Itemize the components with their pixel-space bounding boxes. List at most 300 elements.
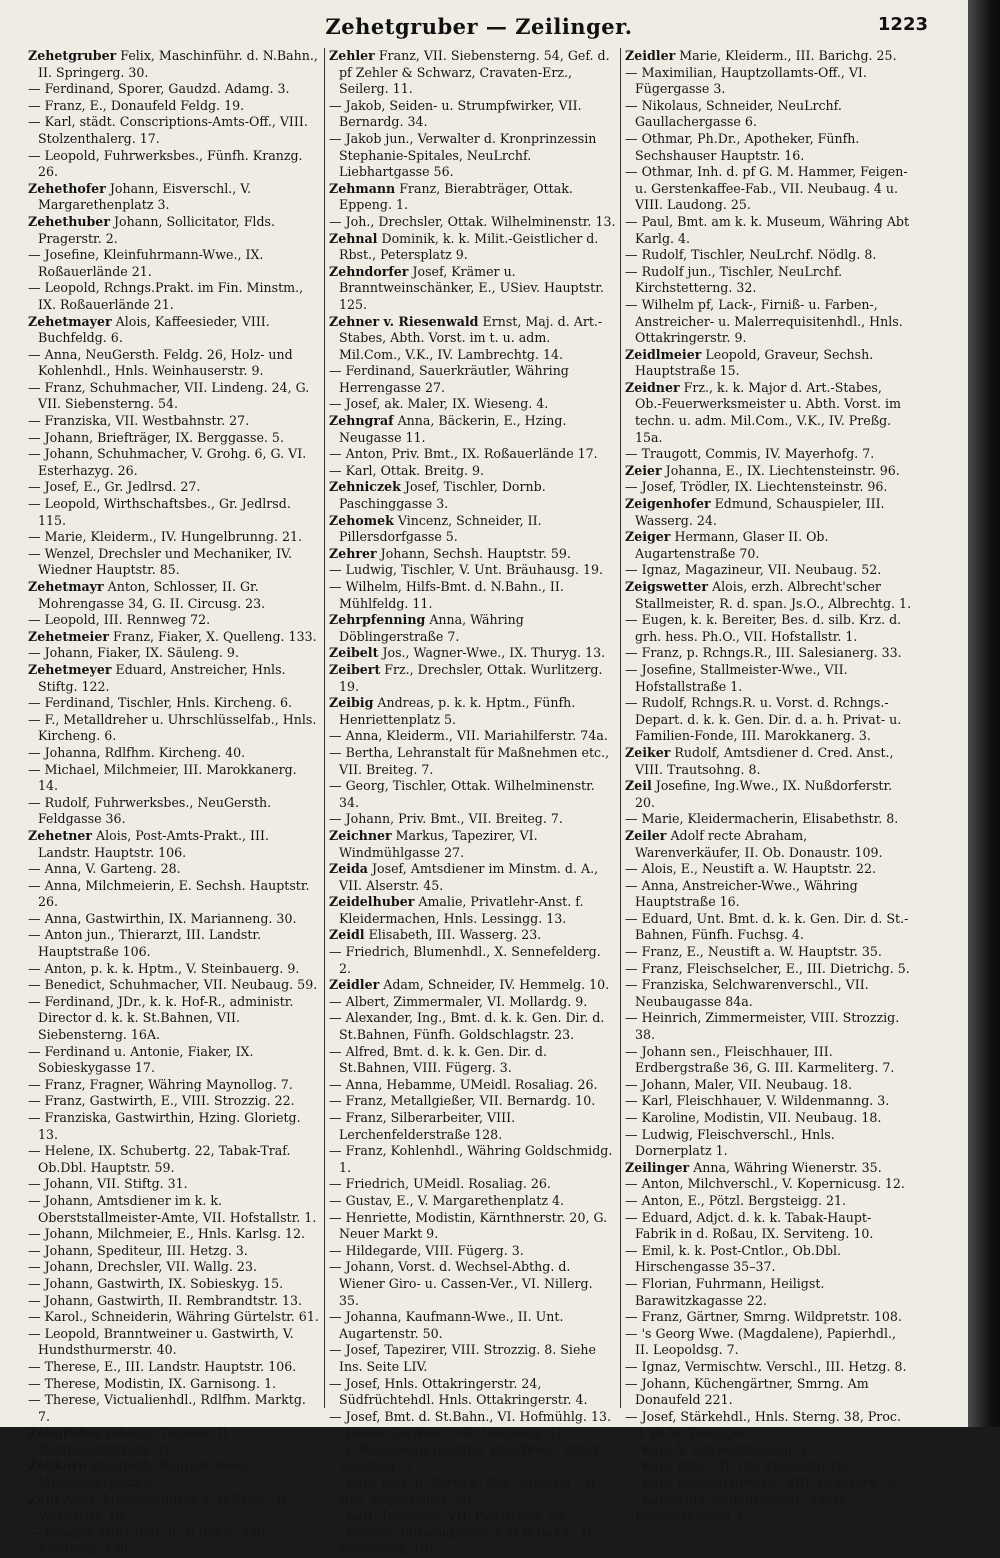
directory-entry — [28, 446, 320, 479]
entry-details: — Anton, Milchverschl., V. Kopernicusg. 12. — [625, 1176, 905, 1192]
directory-entry — [28, 479, 320, 496]
entry-details: — Leopold, Fuhrwerksbes., Fünfh. Kranzg. 26. — [28, 147, 303, 180]
directory-entry — [28, 1259, 320, 1276]
book-gutter-shadow — [968, 0, 1000, 1427]
entry-details: — Emil, k. k. Post-Cntlor., Ob.Dbl. Hirschengasse 35–37. — [625, 1242, 842, 1275]
entry-details: — Gustav, E., V. Margarethenplatz 4. — [329, 1192, 565, 1208]
page-title: Zehetgruber — Zeilinger. — [325, 14, 633, 39]
entry-details: Elisabeth, Regrs.R.Wwe., Mrichaelerplatz 6. — [38, 1458, 254, 1491]
entry-details: — Traugott, Commis, IV. Mayerhofg. 7. — [625, 446, 875, 462]
directory-entry — [28, 430, 320, 447]
page-header — [30, 14, 928, 44]
directory-entry — [28, 695, 320, 712]
page-number: 1223 — [877, 14, 928, 35]
entry-surname: Zeibert — [329, 661, 381, 677]
directory-entry — [329, 1309, 616, 1342]
entry-surname: Zehl — [28, 1491, 60, 1507]
directory-entry — [329, 944, 616, 977]
directory-entry — [329, 994, 616, 1011]
directory-entry — [625, 1077, 912, 1094]
entry-surname: Zeil — [625, 778, 652, 794]
entry-details: Marie, Kleiderm., III. Barichg. 25. — [679, 48, 897, 63]
entry-details: Adam, Schneider, IV. Hemmelg. 10. — [383, 977, 610, 993]
directory-entry — [329, 828, 616, 861]
entry-details: — Ferdinand, Sporer, Gaudzd. Adamg. 3. — [28, 81, 290, 97]
directory-entry — [625, 695, 912, 745]
directory-entry — [28, 745, 320, 762]
directory-entry — [625, 1010, 912, 1043]
entry-details: — Ferdinand, JDr., k. k. Hof-R., administr. Director d. k. k. St.Bahnen, VII. Siebensterng. 16A. — [28, 993, 294, 1043]
entry-surname: Zehetmayer — [28, 313, 112, 329]
entry-details: — Karol., Schneiderin, Währing Gürtelstr. 61. — [28, 1309, 319, 1325]
directory-entry — [329, 612, 616, 645]
directory-entry — [329, 1093, 616, 1110]
entry-details: Dominik, k. k. Milit.-Geistlicher d. Rbst., Petersplatz 9. — [339, 230, 599, 263]
entry-surname: Zehetgruber — [28, 48, 117, 63]
directory-entry — [625, 1160, 912, 1177]
entry-details: — Anna, V. Garteng. 28. — [28, 861, 181, 877]
directory-entry — [625, 463, 912, 480]
directory-entry — [329, 927, 616, 944]
directory-entry — [625, 944, 912, 961]
entry-details: — Karl, Postamts-Prakt., VIII. Ledererg. 5. — [625, 1475, 897, 1491]
entry-details: Frz., Drechsler, Ottak. Wurlitzerg. 19. — [339, 661, 603, 694]
directory-entry — [28, 380, 320, 413]
directory-entry — [625, 1475, 912, 1492]
entry-details: — Ludwig, Tischler, V. Unt. Bräuhausg. 19. — [329, 562, 604, 578]
entry-details: — Leopold, Wirthschaftsbes., Gr. Jedlrsd. 115. — [28, 496, 291, 528]
entry-details: Josefine, Ing.Wwe., IX. Nußdorferstr. 20. — [635, 778, 893, 810]
directory-entry — [329, 413, 616, 446]
entry-details: — Jakob jun., Verwalter d. Kronprinzessin Stephanie-Spitales, NeuLrchf. Liebhartgasse 56. — [329, 130, 597, 180]
entry-details: — Rudolf, Fuhrwerksbes., NeuGersth. Feldgasse 36. — [28, 794, 272, 827]
entry-details: — Karl, städt. Conscriptions-Amts-Off., VIII. Stolzenthalerg. 17. — [28, 114, 308, 146]
directory-entry — [329, 1143, 616, 1176]
entry-details: Alois, erzh. Albrecht'scher Stallmeister, R. d. span. Js.O., Albrechtg. 1. — [635, 579, 912, 611]
directory-entry — [329, 1376, 616, 1409]
directory-entry — [625, 446, 912, 463]
entry-details: — Henriette, Modistin, Kärnthnerstr. 20, G. Neuer Markt 9. — [329, 1209, 608, 1242]
entry-details: — Franz, Schuhmacher, VII. Lindeng. 24, G. VII. Siebensterng. 54. — [28, 379, 310, 412]
entry-details: — Johanna, Rdlfhm. Kircheng. 40. — [28, 744, 246, 760]
directory-entry — [329, 463, 616, 480]
directory-entry — [329, 977, 616, 994]
entry-details: — Nikolaus, Schneider, NeuLrchf. Gaullachergasse 6. — [625, 97, 842, 130]
directory-entry — [329, 1010, 616, 1043]
entry-surname: Zehmann — [329, 180, 396, 196]
directory-entry — [28, 1143, 320, 1176]
directory-entry — [625, 977, 912, 1010]
directory-entry — [625, 861, 912, 878]
directory-entry — [28, 1492, 320, 1525]
directory-entry — [28, 1044, 320, 1077]
directory-entry — [28, 148, 320, 181]
directory-entry — [28, 1376, 320, 1393]
entry-surname: Zehetmeier — [28, 628, 109, 644]
directory-entry — [329, 264, 616, 314]
directory-entry — [625, 612, 912, 645]
entry-surname: Zehethofer — [28, 180, 106, 196]
entry-details: — Karl, Tapezirer, VII. Piaristeng. 23. — [329, 1508, 569, 1524]
entry-details: — Josef, Stärkehdl., Hnls. Sterng. 38, Proc. d. pf M. Zeilinger. — [625, 1408, 901, 1441]
entry-details: — Albert, Zimmermaler, VI. Mollardg. 9. — [329, 993, 588, 1009]
directory-entry — [28, 98, 320, 115]
directory-entry — [28, 712, 320, 745]
entry-details: — Ferdinand, Tischler, Hnls. Kircheng. 6. — [28, 695, 293, 711]
entry-details: — Jakob, Seiden- u. Strumpfwirker, VII. Bernardg. 34. — [329, 97, 582, 130]
directory-entry — [625, 1359, 912, 1376]
directory-entry — [28, 114, 320, 147]
entry-details: — Franz, E., Neustift a. W. Hauptstr. 35. — [625, 944, 882, 960]
directory-entry — [329, 695, 616, 728]
entry-details: — Franz, Fleischselcher, E., III. Dietrichg. 5. — [625, 960, 910, 976]
directory-entry — [625, 562, 912, 579]
entry-details: — Johann, Maler, VII. Neubaug. 18. — [625, 1076, 853, 1092]
directory-entry — [28, 247, 320, 280]
directory-columns — [28, 48, 918, 1557]
entry-details: — Franz, Metallgießer, VII. Bernardg. 10. — [329, 1093, 596, 1109]
entry-details: — Anna, Anstreicher-Wwe., Währing Hauptstraße 16. — [625, 877, 858, 910]
directory-entry — [329, 1425, 616, 1442]
entry-surname: Zehrpfenning — [329, 612, 426, 628]
directory-entry — [329, 1193, 616, 1210]
directory-entry — [625, 1210, 912, 1243]
directory-entry — [625, 1458, 912, 1475]
entry-details: — Anton, Priv. Bmt., IX. Roßauerlände 17. — [329, 446, 598, 462]
entry-details: — Anton, p. k. k. Hptm., V. Steinbauerg. 9. — [28, 960, 300, 976]
entry-details: — Leopold, Branntweiner u. Gastwirth, V. Hundsthurmerstr. 40. — [28, 1325, 294, 1358]
directory-entry — [329, 1409, 616, 1426]
entry-details: Johanna, E., IX. Liechtensteinstr. 96. — [665, 462, 900, 478]
entry-details: — Alexander, Ing., Bmt. d. k. k. Gen. Dir. d. St.Bahnen, Fünfh. Goldschlagstr. 23. — [329, 1010, 605, 1043]
entry-details: Johann, Sollicitator, Flds. Pragerstr. 2. — [38, 213, 275, 246]
directory-entry — [329, 811, 616, 828]
entry-surname: Zeida — [329, 861, 368, 877]
entry-details: Alois, Kaffeesieder, VIII. Buchfeldg. 6. — [38, 313, 270, 346]
directory-entry — [625, 1276, 912, 1309]
directory-entry — [28, 645, 320, 662]
entry-details: — Johann, Gastwirth, IX. Sobieskyg. 15. — [28, 1275, 284, 1291]
entry-details: — Anton, E., Pötzl. Bergsteigg. 21. — [625, 1192, 846, 1208]
directory-entry — [28, 662, 320, 695]
directory-entry — [329, 363, 616, 396]
directory-entry — [329, 662, 616, 695]
entry-details: — Karl, Fleischhauer, V. Wildenmanng. 3. — [625, 1093, 890, 1109]
entry-details: — Franz, E., Donaufeld Feldg. 19. — [28, 97, 245, 113]
directory-entry — [329, 513, 616, 546]
entry-details: Anna, Währing Wienerstr. 35. — [693, 1159, 882, 1175]
entry-details: — Rudolf, Tischler, NeuLrchf. Nödlg. 8. — [625, 247, 877, 263]
directory-entry — [28, 1458, 320, 1491]
directory-entry — [28, 1359, 320, 1376]
directory-entry — [625, 380, 912, 446]
entry-details: — Friedrich, Blumenhdl., X. Sennefelderg. 2. — [329, 944, 601, 976]
directory-entry — [28, 81, 320, 98]
directory-entry — [625, 1093, 912, 1110]
entry-details: — Franz, Silberarbeiter, VIII. Lerchenfelderstraße 128. — [329, 1110, 516, 1142]
entry-details: — Karl, Ottak. Breitg. 9. — [329, 462, 485, 478]
directory-entry — [625, 1409, 912, 1442]
directory-entry — [28, 927, 320, 960]
directory-entry — [625, 1193, 912, 1210]
directory-entry — [28, 994, 320, 1044]
entry-details: — Eugen, k. k. Bereiter, Bes. d. silb. Krz. d. grh. hess. Ph.O., VII. Hofstallstr. 1. — [625, 612, 902, 644]
entry-details: — Josef, Tapezirer, VIII. Strozzig. 8. Siehe Ins. Seite LIV. — [329, 1342, 596, 1374]
directory-entry — [28, 1176, 320, 1193]
entry-surname: Zeidner — [625, 379, 680, 395]
entry-details: — Therese, Modistin, IX. Garnisong. 1. — [28, 1375, 277, 1391]
entry-details: — Franz, Kohlenhdl., Währing Goldschmidg. 1. — [329, 1143, 613, 1175]
entry-surname: Zehndorfer — [329, 263, 409, 279]
entry-details: — Ignaz, Magazineur, VII. Neubaug. 52. — [625, 562, 882, 578]
entry-details: Markus, Tapezirer, VI. Windmühlgasse 27. — [339, 827, 538, 860]
entry-details: — Ferdinand u. Antonie, Fiaker, IX. Sobieskygasse 17. — [28, 1043, 254, 1076]
directory-entry — [28, 48, 320, 81]
entry-surname: Zehetmayr — [28, 579, 104, 594]
directory-entry — [28, 1392, 320, 1425]
directory-entry — [28, 861, 320, 878]
directory-entry — [28, 762, 320, 795]
directory-entry — [625, 48, 912, 65]
directory-entry — [625, 1127, 912, 1160]
entry-details: — Bertha, Lehranstalt für Maßnehmen etc., VII. Breiteg. 7. — [329, 744, 610, 777]
entry-details: — Joh., Drechsler, Ottak. Wilhelminenstr. 13. — [329, 213, 616, 229]
directory-entry — [28, 1093, 320, 1110]
entry-details: — Anna, Kleiderm., VII. Mariahilferstr. 74a. — [329, 728, 608, 744]
entry-surname: Zehethuber — [28, 213, 110, 229]
directory-entry — [329, 214, 616, 231]
directory-entry — [329, 546, 616, 563]
entry-surname: Zeibig — [329, 695, 374, 711]
directory-entry — [625, 1044, 912, 1077]
entry-details: — 's Georg Wwe. (Magdalene), Papierhdl., II. Leopoldsg. 7. — [625, 1325, 896, 1358]
entry-details: Josef, Tischler, Dornb. Paschinggasse 3. — [339, 479, 546, 512]
entry-surname: Zehkorn — [28, 1458, 88, 1474]
directory-entry — [625, 65, 912, 98]
entry-details: Franz, VII. Siebensterng. 54, Gef. d. pf Zehler & Schwarz, Cravaten-Erz., Seilerg. 11. — [339, 48, 610, 97]
directory-entry — [625, 911, 912, 944]
entry-details: Rudolf, Amtsdiener d. Cred. Anst., VIII. Trautsohng. 8. — [635, 744, 894, 777]
entry-details: — Wenzel, Drechsler und Mechaniker, IV. Wiedner Hauptstr. 85. — [28, 545, 292, 578]
entry-details: Johann, Tischler, II. Rembrandtstraße 31. — [38, 1425, 232, 1457]
entry-details: Amalie, Privatlehr-Anst. f. Kleidermachen, Hnls. Lessingg. 13. — [339, 894, 584, 926]
directory-entry — [28, 1226, 320, 1243]
entry-surname: Zeidler — [625, 48, 676, 63]
directory-entry — [329, 1442, 616, 1475]
entry-details: — Rudolf, Rchngs.R. u. Vorst. d. Rchngs.-Depart. d. k. k. Gen. Dir. d. a. h. Privat- u. Familien-Fonde, III. Marokkanerg. 3. — [625, 695, 902, 744]
directory-column-3 — [620, 48, 916, 1524]
entry-details: — Leopold, III. Rennweg 72. — [28, 612, 211, 628]
entry-details: — Alois, E., Neustift a. W. Hauptstr. 22. — [625, 861, 877, 877]
entry-surname: Zeidlmeier — [625, 346, 702, 362]
entry-details: — Anton jun., Thierarzt, III. Landstr. Hauptstraße 106. — [28, 927, 262, 960]
entry-details: — Johann, Küchengärtner, Smrng. Am Donaufeld 221. — [625, 1375, 869, 1408]
directory-entry — [329, 396, 616, 413]
entry-details: — Johann, Amtsdiener im k. k. Oberststallmeister-Amte, VII. Hofstallstr. 1. — [28, 1192, 317, 1225]
directory-entry — [625, 1442, 912, 1459]
directory-entry — [625, 214, 912, 247]
directory-entry — [28, 1193, 320, 1226]
directory-column-1 — [28, 48, 324, 1557]
entry-details: — Josefine, Kleinfuhrmann-Wwe., IX. Roßauerlände 21. — [28, 247, 264, 279]
directory-entry — [625, 297, 912, 347]
directory-entry — [329, 1110, 616, 1143]
entry-details: — Heinrich, Zimmermeister, VIII. Strozzig. 38. — [625, 1010, 900, 1043]
directory-column-2 — [324, 48, 620, 1557]
directory-entry — [28, 546, 320, 579]
directory-entry — [28, 878, 320, 911]
entry-details: — Konrad, Bureaudiener d. N.W.Bahn., II. Scherzerg. 10. — [329, 1524, 596, 1557]
directory-entry — [329, 894, 616, 927]
entry-details: — Johann, Schuhmacher, V. Grohg. 6, G. VI. Esterhazyg. 26. — [28, 446, 307, 478]
directory-entry — [625, 496, 912, 529]
entry-details: Franz, Fiaker, X. Quelleng. 133. — [112, 628, 317, 644]
directory-entry — [625, 264, 912, 297]
entry-details: — Leopold, Rchngs.Prakt. im Fin. Minstm., IX. Roßauerlände 21. — [28, 280, 304, 312]
entry-details: — Franziska, Gastwirthin, Hzing. Glorietg. 13. — [28, 1110, 301, 1142]
directory-entry — [28, 413, 320, 430]
directory-entry — [329, 479, 616, 512]
entry-details: — Johann, VII. Stiftg. 31. — [28, 1176, 188, 1192]
directory-entry — [625, 579, 912, 612]
entry-surname: Zeigenhofer — [625, 496, 711, 512]
entry-details: Elisabeth, III. Wasserg. 23. — [368, 927, 542, 943]
entry-details: Adolf recte Abraham, Warenverkäufer, II. Ob. Donaustr. 109. — [635, 827, 883, 860]
directory-entry — [329, 231, 616, 264]
entry-details: — Anna, Hebamme, UMeidl. Rosaliag. 26. — [329, 1076, 598, 1092]
directory-entry — [28, 1276, 320, 1293]
entry-details: Edmund, Schauspieler, III. Wasserg. 24. — [635, 496, 885, 528]
entry-details: — Franziska, Selchwarenverschl., VII. Neubaugasse 84a. — [625, 977, 869, 1009]
entry-details: Jos., Wagner-Wwe., IX. Thuryg. 13. — [382, 645, 606, 661]
directory-entry — [28, 1309, 320, 1326]
directory-entry — [329, 579, 616, 612]
entry-details: Alois, Maschinführer d. N.Bahn., II. Volkertstr. 19. — [38, 1491, 291, 1524]
entry-details: — Paul, Bmt. am k. k. Museum, Währing Abt Karlg. 4. — [625, 213, 910, 246]
directory-entry — [329, 1210, 616, 1243]
directory-entry — [28, 795, 320, 828]
entry-details: Johann, Eisverschl., V. Margarethenplatz 3. — [38, 180, 252, 213]
directory-entry — [28, 280, 320, 313]
entry-details: — Karl, Bmt. d. Versich. Ges. „Austria“, II. Unt. Augartenstr. 50. — [329, 1475, 600, 1507]
directory-entry — [28, 629, 320, 646]
directory-entry — [329, 48, 616, 98]
entry-details: — Eduard, Unt. Bmt. d. k. k. Gen. Dir. d. St.-Bahnen, Fünfh. Fuchsg. 4. — [625, 910, 909, 943]
entry-surname: Zeiker — [625, 744, 671, 760]
directory-entry — [329, 562, 616, 579]
directory-entry — [329, 131, 616, 181]
directory-entry — [28, 314, 320, 347]
entry-surname: Zehetmeyer — [28, 661, 112, 677]
entry-details: — Georg, Tischler, Ottak. Wilhelminenstr. 34. — [329, 778, 595, 810]
directory-entry — [625, 961, 912, 978]
directory-entry — [28, 1525, 320, 1558]
directory-entry — [625, 347, 912, 380]
entry-details: — Othmar, Ph.Dr., Apotheker, Fünfh. Sechshauser Hauptstr. 16. — [625, 130, 860, 163]
directory-entry — [329, 728, 616, 745]
entry-details: — Josef, Hnls. Ottakringerstr. 24, Südfrüchtehdl. Hnls. Ottakringerstr. 4. — [329, 1375, 588, 1408]
entry-details: — Anna, NeuGersth. Feldg. 26, Holz- und Kohlenhdl., Hnls. Weinhauserstr. 9. — [28, 346, 293, 379]
entry-details: — Franz, Fragner, Währing Maynollog. 7. — [28, 1076, 293, 1092]
entry-details: — Josef, ak. Maler, IX. Wieseng. 4. — [329, 396, 549, 412]
entry-details: — Hildegarde, VIII. Fügerg. 3. — [329, 1242, 524, 1258]
entry-details: — Alfred, Bmt. d. k. k. Gen. Dir. d. St.Bahnen, VIII. Fügerg. 3. — [329, 1043, 547, 1076]
entry-details: Hermann, Glaser II. Ob. Augartenstraße 70. — [635, 529, 829, 561]
entry-details: — Johann, Spediteur, III. Hetzg. 3. — [28, 1242, 248, 1258]
entry-details: — Wilhelm, Hilfs-Bmt. d. N.Bahn., II. Mühlfeldg. 11. — [329, 579, 564, 611]
entry-details: Franz, Bierabträger, Ottak. Eppeng. 1. — [339, 180, 573, 213]
entry-details: — Wilhelm pf, Lack-, Firniß- u. Farben-, Anstreicher- u. Malerrequisitenhdl., Hnls. Ottakringerstr. 9. — [625, 296, 903, 346]
entry-surname: Zeidler — [329, 977, 380, 993]
entry-surname: Zehomek — [329, 512, 394, 528]
entry-surname: Zeilinger — [625, 1159, 690, 1175]
directory-entry — [28, 579, 320, 612]
entry-details: — Franziska, VII. Westbahnstr. 27. — [28, 413, 250, 429]
entry-surname: Zeier — [625, 462, 662, 478]
entry-details: — F., Metalldreher u. Uhrschlüsselfab., Hnls. Kircheng. 6. — [28, 711, 317, 744]
entry-details: — Johanna, Kaufmann-Wwe., II. Unt. Augartenstr. 50. — [329, 1309, 564, 1341]
directory-entry — [625, 1309, 912, 1326]
directory-entry — [28, 977, 320, 994]
directory-entry — [625, 479, 912, 496]
entry-surname: Zehngraf — [329, 413, 394, 429]
directory-entry — [28, 1110, 320, 1143]
directory-entry — [625, 1326, 912, 1359]
entry-details: — Friedrich, UMeidl. Rosaliag. 26. — [329, 1176, 551, 1192]
entry-details: — Marie, Kleiderm., IV. Hungelbrunng. 21. — [28, 529, 303, 545]
entry-details: — Benedict, Schuhmacher, VII. Neubaug. 59. — [28, 977, 318, 993]
directory-entry — [28, 911, 320, 928]
entry-details: — Karoline, Modistin, VII. Neubaug. 18. — [625, 1110, 882, 1125]
entry-details: — Josef, Bmt. d. St.Bahn., VI. Hofmühlg. 13. — [329, 1408, 611, 1424]
directory-entry — [329, 181, 616, 214]
entry-details: Andreas, p. k. k. Hptm., Fünfh. Henriettenplatz 5. — [339, 695, 576, 727]
entry-details: Josef, Amtsdiener im Minstm. d. A., VII. Alserstr. 45. — [339, 861, 599, 893]
directory-entry — [28, 961, 320, 978]
entry-details: — Johann, Drechsler, VII. Wallg. 23. — [28, 1259, 257, 1275]
entry-details: Vincenz, Schneider, II. Pillersdorfgasse 5. — [339, 512, 542, 545]
directory-entry — [625, 878, 912, 911]
entry-details: — Marie, Kleidermacherin, Elisabethstr. 8. — [625, 811, 899, 827]
directory-entry — [329, 1044, 616, 1077]
directory-entry — [329, 98, 616, 131]
entry-details: — Johann sen., Fleischhauer, III. Erdbergstraße 36, G. III. Karmeliterg. 7. — [625, 1043, 895, 1076]
entry-details: — Ludwig, Fleischverschl., Hnls. Dornerplatz 1. — [625, 1126, 835, 1159]
entry-details: — Karl, Bmt., III. Ob. Viaductg. 26. — [625, 1458, 849, 1474]
entry-details: — Johann, Fiaker, IX. Säuleng. 9. — [28, 645, 239, 661]
directory-entry — [329, 1508, 616, 1525]
entry-surname: Zehniczek — [329, 479, 401, 495]
entry-details: — Johann, Gastwirth, II. Rembrandtstr. 13. — [28, 1292, 303, 1308]
entry-details: — Anna, Milchmeierin, E. Sechsh. Hauptstr. 26. — [28, 877, 310, 910]
entry-details: — Johann, Vorst. d. Wechsel-Abthg. d. Wiener Giro- u. Cassen-Ver., VI. Nillerg. 35. — [329, 1259, 593, 1308]
directory-entry — [329, 314, 616, 364]
directory-entry — [625, 164, 912, 214]
entry-details: Frz., k. k. Major d. Art.-Stabes, Ob.-Feuerwerksmeister u. Abth. Vorst. im techn. u. adm. Mil.Com., V.K., IV. Preßg. 15a. — [635, 379, 901, 445]
directory-entry — [625, 529, 912, 562]
directory-entry — [329, 1243, 616, 1260]
entry-details: — v. Rosenberg Josefine, Bmt.Wwe., Ottak. Laudong. 3. — [329, 1441, 604, 1474]
directory-entry — [329, 1525, 616, 1558]
entry-details: — Michael, Milchmeier, III. Marokkanerg. 14. — [28, 761, 297, 794]
entry-details: — Helene, IX. Schubertg. 22, Tabak-Traf. Ob.Dbl. Hauptstr. 59. — [28, 1143, 291, 1175]
directory-entry — [625, 778, 912, 811]
entry-details: — Johann, Priv. Bmt., VII. Breiteg. 7. — [329, 811, 563, 827]
entry-surname: Zehrer — [329, 545, 377, 561]
entry-details: Anna, Bäckerin, E., Hzing. Neugasse 11. — [339, 413, 567, 445]
entry-surname: Zehner v. Riesenwald — [329, 313, 479, 329]
directory-entry — [28, 1425, 320, 1458]
